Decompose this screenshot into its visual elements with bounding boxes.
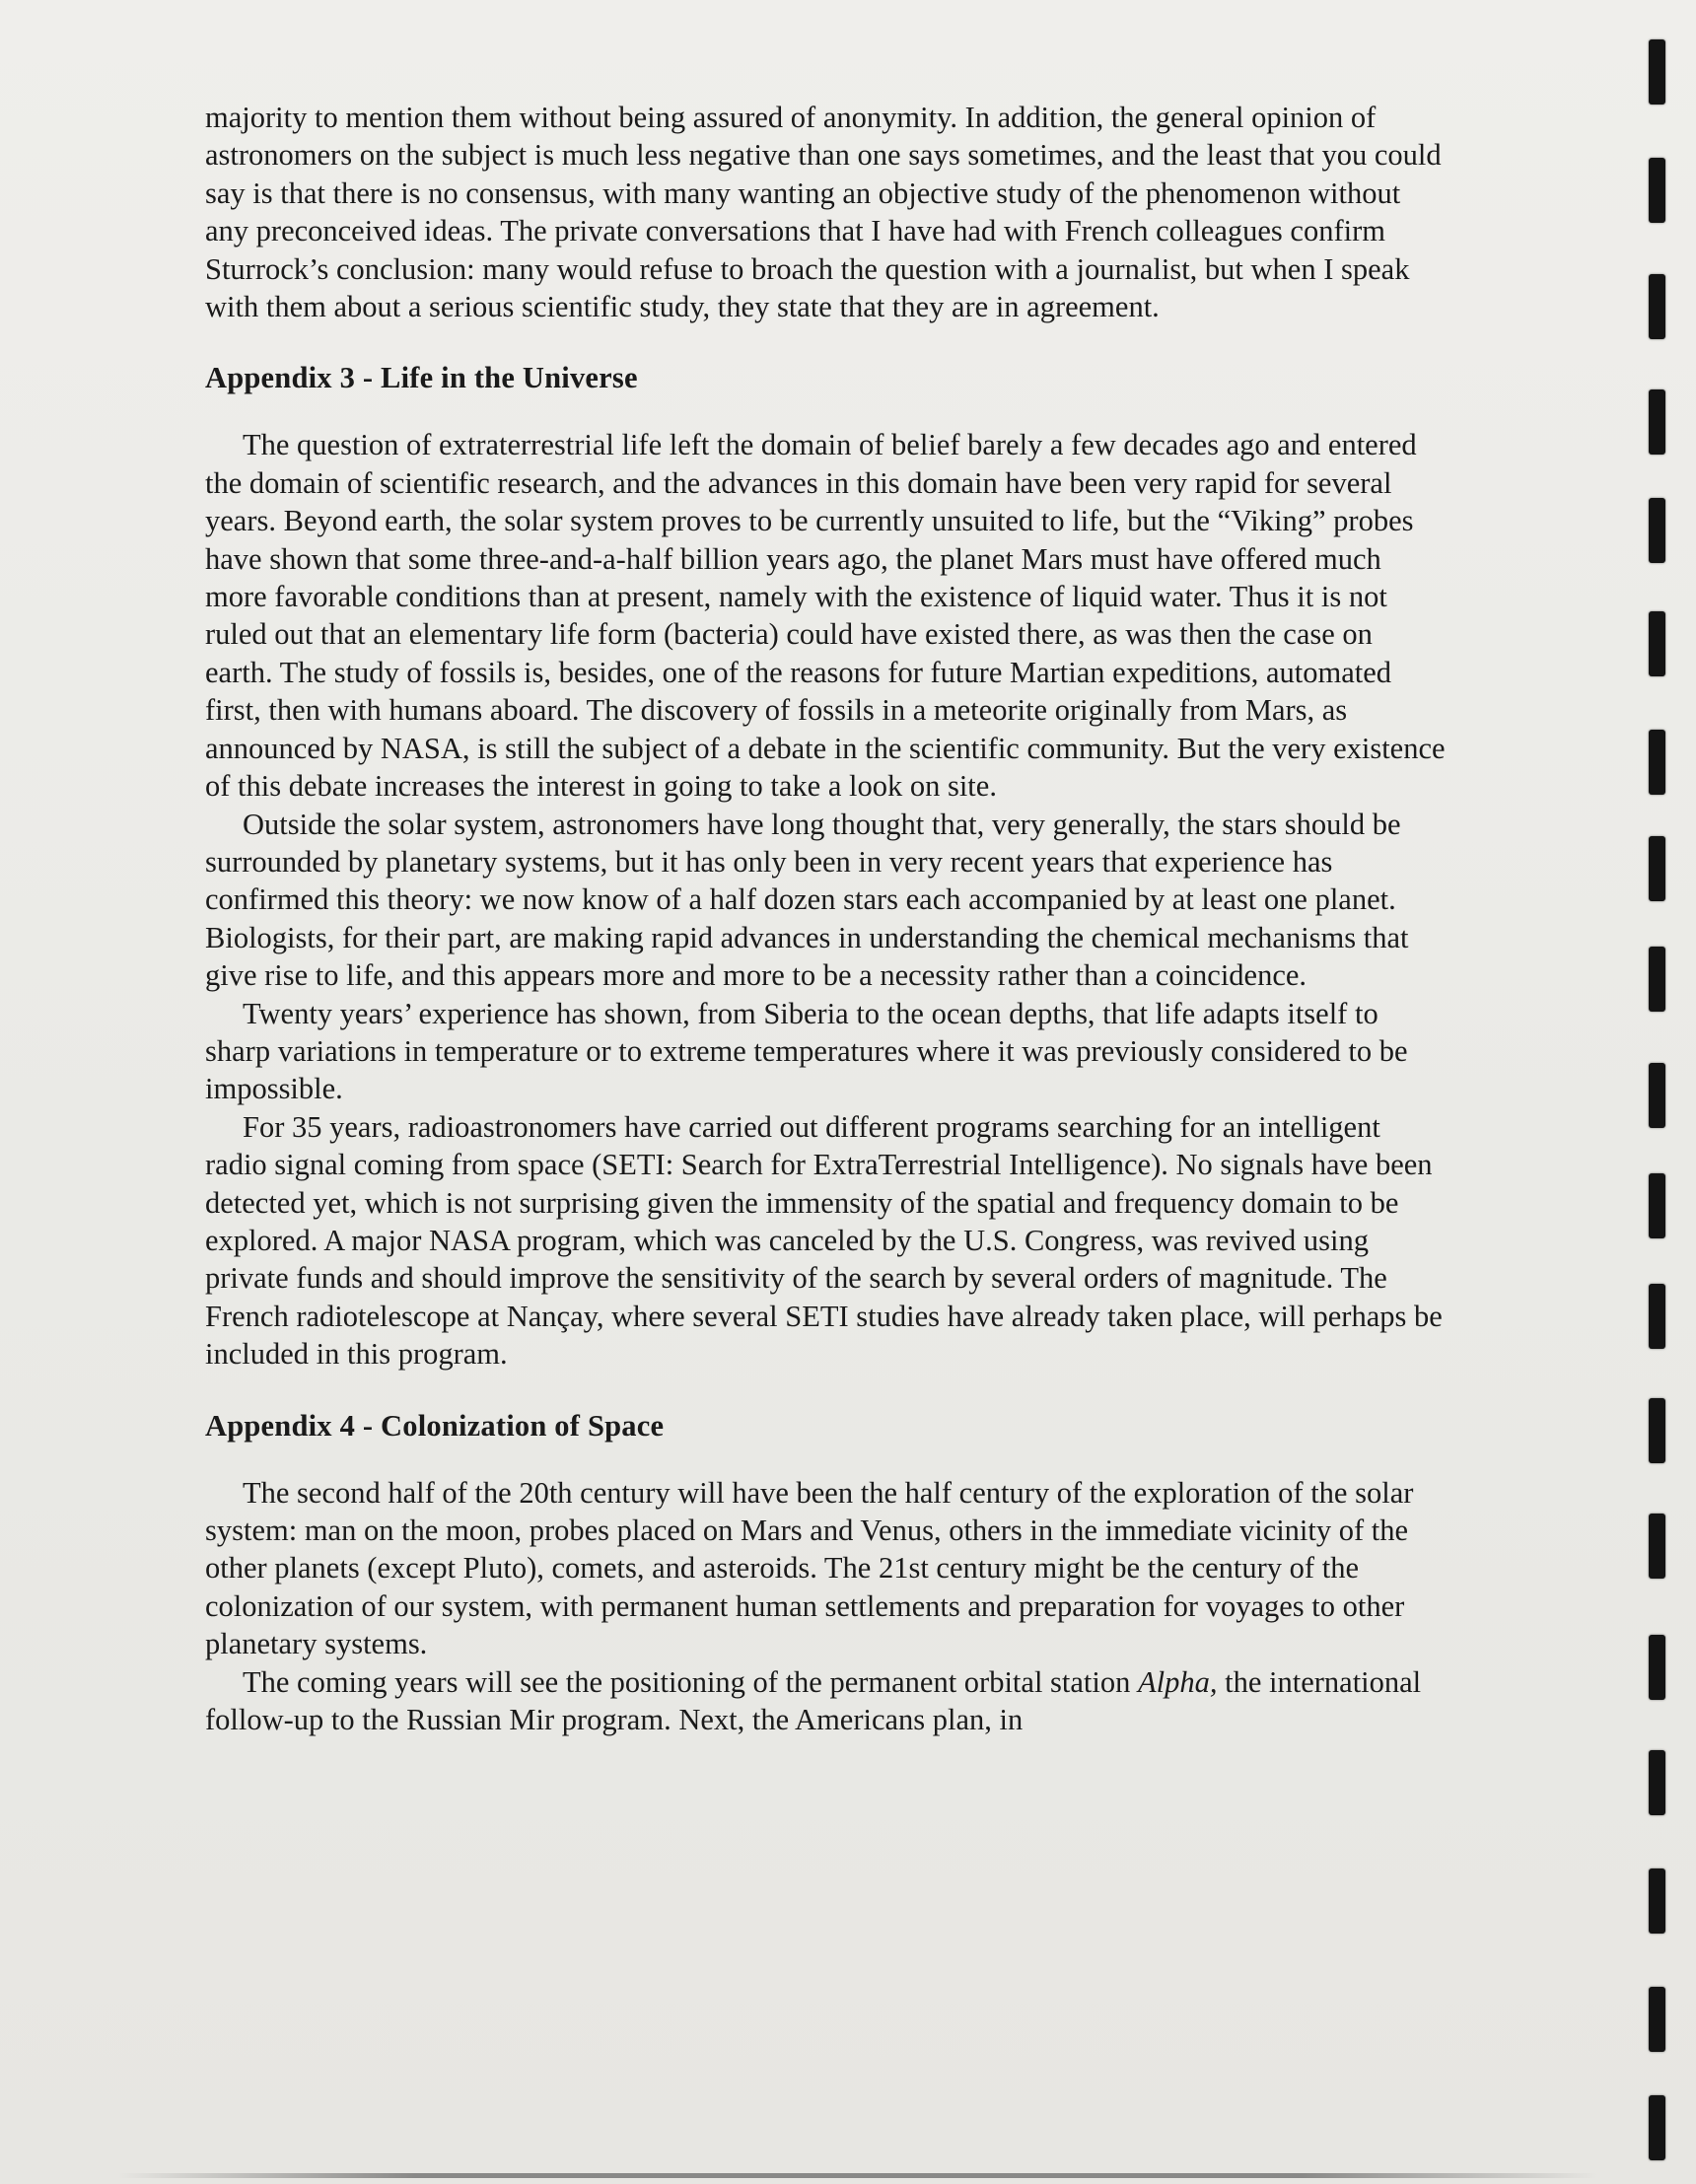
appendix-3-paragraph-3: Twenty years’ experience has shown, from Siberia to the ocean depths, that life adapts itself to sharp variations in temperature or to extreme temperatures where it was previously considered to be impossible.: [205, 996, 1408, 1106]
binding-hole: [1649, 947, 1665, 1012]
appendix-3-paragraph-2: Outside the solar system, astronomers have long thought that, very generally, the stars should be surrounded by planetary systems, but it has only been in very recent years that experience has confirmed this theory: we now know of a half dozen stars each accompanied by at least one planet. Biologists, for their part, are making rapid advances in understanding the chemical mechanisms that give rise to life, and this appears more and more to be a necessity rather than a coincidence.: [205, 807, 1409, 993]
document-body: [205, 99, 1448, 1738]
appendix-4-paragraph-2-start: The coming years will see the positioning of the permanent orbital station: [243, 1664, 1139, 1699]
binding-hole: [1649, 1173, 1665, 1238]
appendix-3-heading: Appendix 3 - Life in the Universe: [205, 361, 638, 395]
binding-hole: [1649, 498, 1665, 563]
appendix-3-paragraph-1: The question of extraterrestrial life left the domain of belief barely a few decades ago and entered the domain of scientific research, and the advances in this domain have been very rapid for several years. Beyond earth, the solar system proves to be currently unsuited to life, but the “Viking” probes have shown that some three-and-a-half billion years ago, the planet Mars must have offered much more favorable conditions than at present, namely with the existence of liquid water. Thus it is not ruled out that an elementary life form (bacteria) could have existed there, as was then the case on earth. The study of fossils is, besides, one of the reasons for future Martian expeditions, automated first, then with humans aboard. The discovery of fossils in a meteorite originally from Mars, as announced by NASA, is still the subject of a debate in the scientific community. But the very existence of this debate increases the interest in going to take a look on site.: [205, 428, 1446, 804]
binding-hole: [1649, 1868, 1665, 1934]
binding-hole: [1649, 1750, 1665, 1815]
binding-hole: [1649, 1063, 1665, 1128]
appendix-3-paragraph-4: For 35 years, radioastronomers have carried out different programs searching for an intelligent radio signal coming from space (SETI: Search for ExtraTerrestrial Intelligence). No signals have been detected yet, which is not surprising given the immensity of the spatial and frequency domain to be explored. A major NASA program, which was canceled by the U.S. Congress, was revived using private funds and should improve the sensitivity of the search by several orders of magnitude. The French radiotelescope at Nançay, where several SETI studies have already taken place, will perhaps be included in this program.: [205, 1109, 1443, 1372]
binding-hole: [1649, 730, 1665, 795]
alpha-station-name: Alpha,: [1138, 1664, 1218, 1699]
binding-hole: [1649, 836, 1665, 901]
binding-hole: [1649, 1987, 1665, 2052]
appendix-4-paragraph-2-end: the international follow-up to the Russian Mir program. Next, the Americans plan, in: [205, 1664, 1422, 1737]
binding-hole: [1649, 274, 1665, 339]
binding-hole: [1649, 1514, 1665, 1579]
binding-hole: [1649, 39, 1665, 105]
binding-hole: [1649, 1284, 1665, 1349]
appendix-4-paragraph-2: [205, 1663, 1448, 1739]
binding-hole: [1649, 1635, 1665, 1700]
binding-hole: [1649, 611, 1665, 676]
binding-hole: [1649, 2095, 1665, 2160]
appendix-4-paragraph-1: The second half of the 20th century will have been the half century of the exploration of the solar system: man on the moon, probes placed on Mars and Venus, others in the immediate vicinity of the other planets (except Pluto), comets, and asteroids. The 21st century might be the century of the colonization of our system, with permanent human settlements and preparation for voyages to other planetary systems.: [205, 1475, 1414, 1661]
binding-hole: [1649, 158, 1665, 223]
binding-hole: [1649, 389, 1665, 455]
appendix-4-heading: Appendix 4 - Colonization of Space: [205, 1408, 665, 1443]
comb-binding: [1641, 39, 1680, 2149]
binding-hole: [1649, 1398, 1665, 1463]
intro-paragraph: majority to mention them without being assured of anonymity. In addition, the general opinion of astronomers on the subject is much less negative than one says sometimes, and the least that you could say is that there is no consensus, with many wanting an objective study of the phenomenon without any preconceived ideas. The private conversations that I have had with French colleagues confirm Sturrock’s conclusion: many would refuse to broach the question with a journalist, but when I speak with them about a serious scientific study, they state that they are in agreement.: [205, 101, 1442, 324]
page-bottom-edge: [118, 2173, 1597, 2178]
